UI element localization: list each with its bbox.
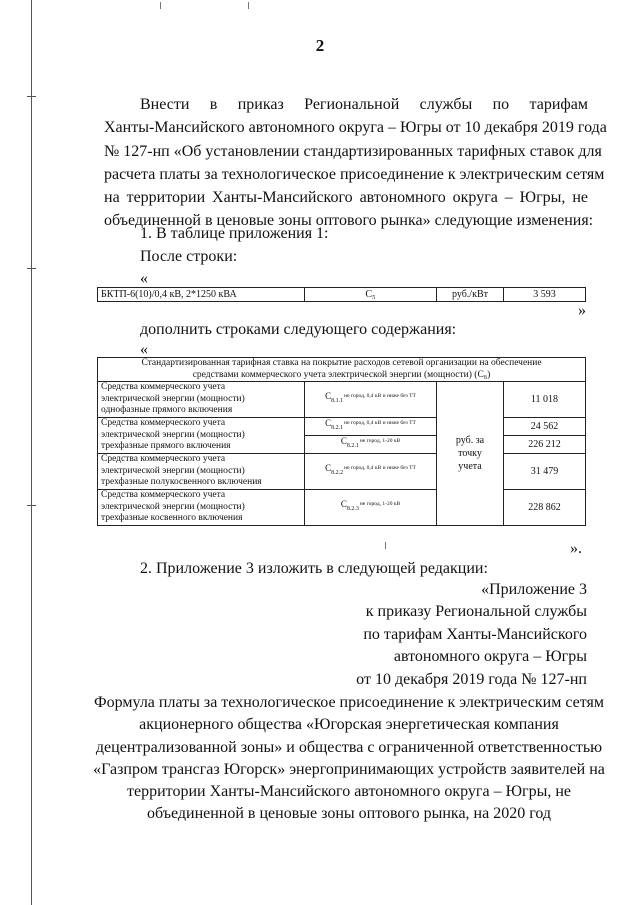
- row-value: 24 562: [504, 418, 586, 436]
- cell-unit: руб./кВт: [437, 288, 504, 302]
- desc-line: Средства коммерческого учета: [101, 454, 226, 465]
- appendix-line: к приказу Региональной службы: [365, 603, 587, 621]
- formula-title-line: децентрализованной зоны» и общества с ограниченной ответственностью: [95, 738, 603, 756]
- scan-margin-tick: [27, 268, 36, 269]
- row-value: 31 479: [504, 454, 586, 490]
- intro-line: Внести в приказ Региональной службы по тарифам: [140, 96, 588, 113]
- unit-cell: [437, 382, 504, 526]
- formula-title-line: территории Ханты-Мансийского автономного округа – Югры, не: [127, 783, 571, 801]
- after-row-label: После строки:: [140, 248, 238, 265]
- code-subscript: 8.2.3: [346, 506, 359, 513]
- code-letter: C: [325, 391, 332, 402]
- code-letter: C: [340, 436, 347, 447]
- row-code: [305, 382, 437, 418]
- intro-line: на территории Ханты-Мансийского автономного округа – Югры, не: [104, 189, 588, 207]
- table-row: [98, 490, 586, 526]
- table-header: [98, 358, 586, 382]
- code-subscript: 8.2.1: [331, 425, 344, 432]
- row-description: [98, 454, 305, 490]
- row-description: [98, 490, 305, 526]
- scan-artifact: [385, 542, 386, 549]
- appendix-reference: [330, 579, 587, 691]
- close-quote: ».: [570, 540, 582, 557]
- row-code: [305, 454, 437, 490]
- code-note: не город, 0,4 кВ и ниже без ТТ: [344, 393, 416, 400]
- unit-line: учета: [458, 461, 482, 472]
- row-code: [305, 490, 437, 526]
- formula-title-line: Формула платы за технологическое присоединение к электрическим сетям: [94, 694, 604, 711]
- open-quote: «: [140, 341, 148, 358]
- appendix-line: автономного округа – Югры: [393, 648, 587, 666]
- desc-line: Средства коммерческого учета: [101, 382, 226, 393]
- page-number: 2: [315, 36, 325, 55]
- scan-artifact: [160, 2, 161, 9]
- desc-line: однофазные прямого включения: [101, 405, 233, 416]
- table-row: [98, 418, 586, 436]
- desc-line: Средства коммерческого учета: [101, 418, 226, 429]
- scan-artifact: [248, 2, 249, 9]
- appendix-line: от 10 декабря 2019 года № 127-нп: [356, 670, 587, 688]
- code-subscript: 8.1.1: [331, 398, 344, 405]
- row-description: [98, 382, 305, 418]
- desc-line: электрической энергии (мощности): [101, 501, 245, 512]
- desc-line: трехфазные прямого включения: [101, 441, 231, 452]
- scan-margin-tick: [27, 96, 36, 97]
- row-code: [305, 436, 437, 454]
- table-header-line: Стандартизированная тарифная ставка на покрытие расходов сетевой организации на обеспечение: [141, 358, 542, 368]
- desc-line: трехфазные полукосвенного включения: [101, 477, 262, 488]
- formula-title-line: акционерного общества «Югорская энергетическая компания: [139, 716, 559, 734]
- appendix-line: «Приложение 3: [481, 581, 587, 598]
- scan-margin-line: [31, 0, 32, 905]
- existing-row-table: [97, 287, 586, 302]
- desc-line: трехфазные косвенного включения: [101, 513, 243, 524]
- code-letter: C: [325, 418, 332, 429]
- formula-title-line: объединенной в ценовые зоны оптового рынка, на 2020 год: [146, 805, 552, 823]
- row-value: 226 212: [504, 436, 586, 454]
- intro-paragraph: [104, 93, 607, 233]
- intro-line: расчета платы за технологическое присоединение к электрическим сетям: [104, 165, 605, 183]
- unit-line: руб. за: [455, 435, 485, 446]
- code-letter: C: [325, 463, 332, 474]
- code-note: не город, 1-20 кВ: [359, 438, 401, 445]
- append-label: дополнить строками следующего содержания:: [140, 321, 457, 338]
- code-subscript: 8.2.2: [331, 470, 344, 477]
- item-2-heading: 2. Приложение 3 изложить в следующей редакции:: [140, 560, 488, 577]
- table-row: [98, 382, 586, 418]
- row-description: [98, 418, 305, 454]
- desc-line: электрической энергии (мощности): [101, 393, 245, 404]
- row-value: 228 862: [504, 490, 586, 526]
- open-quote: «: [140, 270, 148, 287]
- cell-code: C₅: [305, 288, 437, 302]
- appendix-line: по тарифам Ханты-Мансийского: [363, 625, 587, 643]
- new-rows-table: [97, 357, 586, 526]
- row-value: 11 018: [504, 382, 586, 418]
- code-subscript: 8.2.1: [346, 443, 359, 450]
- table-header-row: [98, 358, 586, 382]
- unit-line: точку: [458, 448, 482, 459]
- formula-title-line: «Газпром трансгаз Югорск» энергопринимающих устройств заявителей на: [93, 760, 605, 778]
- table-row: [98, 454, 586, 490]
- code-note: не город, 0,4 кВ и ниже без ТТ: [344, 420, 416, 427]
- formula-title: [86, 692, 612, 826]
- close-quote: »: [578, 302, 586, 319]
- scan-margin-tick: [27, 505, 36, 506]
- code-note: не город, 0,4 кВ и ниже без ТТ: [344, 465, 416, 472]
- item-1-heading: 1. В таблице приложения 1:: [140, 225, 329, 242]
- desc-line: электрической энергии (мощности): [101, 465, 245, 476]
- table-row: [98, 288, 586, 302]
- cell-value: 3 593: [504, 288, 586, 302]
- code-letter: C: [340, 499, 347, 510]
- cell-name: БКТП-6(10)/0,4 кВ, 2*1250 кВА: [98, 288, 305, 302]
- code-note: не город, 1-20 кВ: [359, 501, 401, 508]
- intro-line: Ханты-Мансийского автономного округа – Югры от 10 декабря 2019 года: [104, 119, 607, 137]
- row-code: [305, 418, 437, 436]
- table-header-line: средствами коммерческого учета электрической энергии (мощности) (C₈): [192, 369, 491, 380]
- intro-line: объединенной в ценовые зоны оптового рынка» следующие изменения:: [104, 212, 594, 230]
- desc-line: Средства коммерческого учета: [101, 490, 226, 501]
- intro-line: № 127-нп «Об установлении стандартизированных тарифных ставок для: [104, 142, 602, 160]
- desc-line: электрической энергии (мощности): [101, 429, 245, 440]
